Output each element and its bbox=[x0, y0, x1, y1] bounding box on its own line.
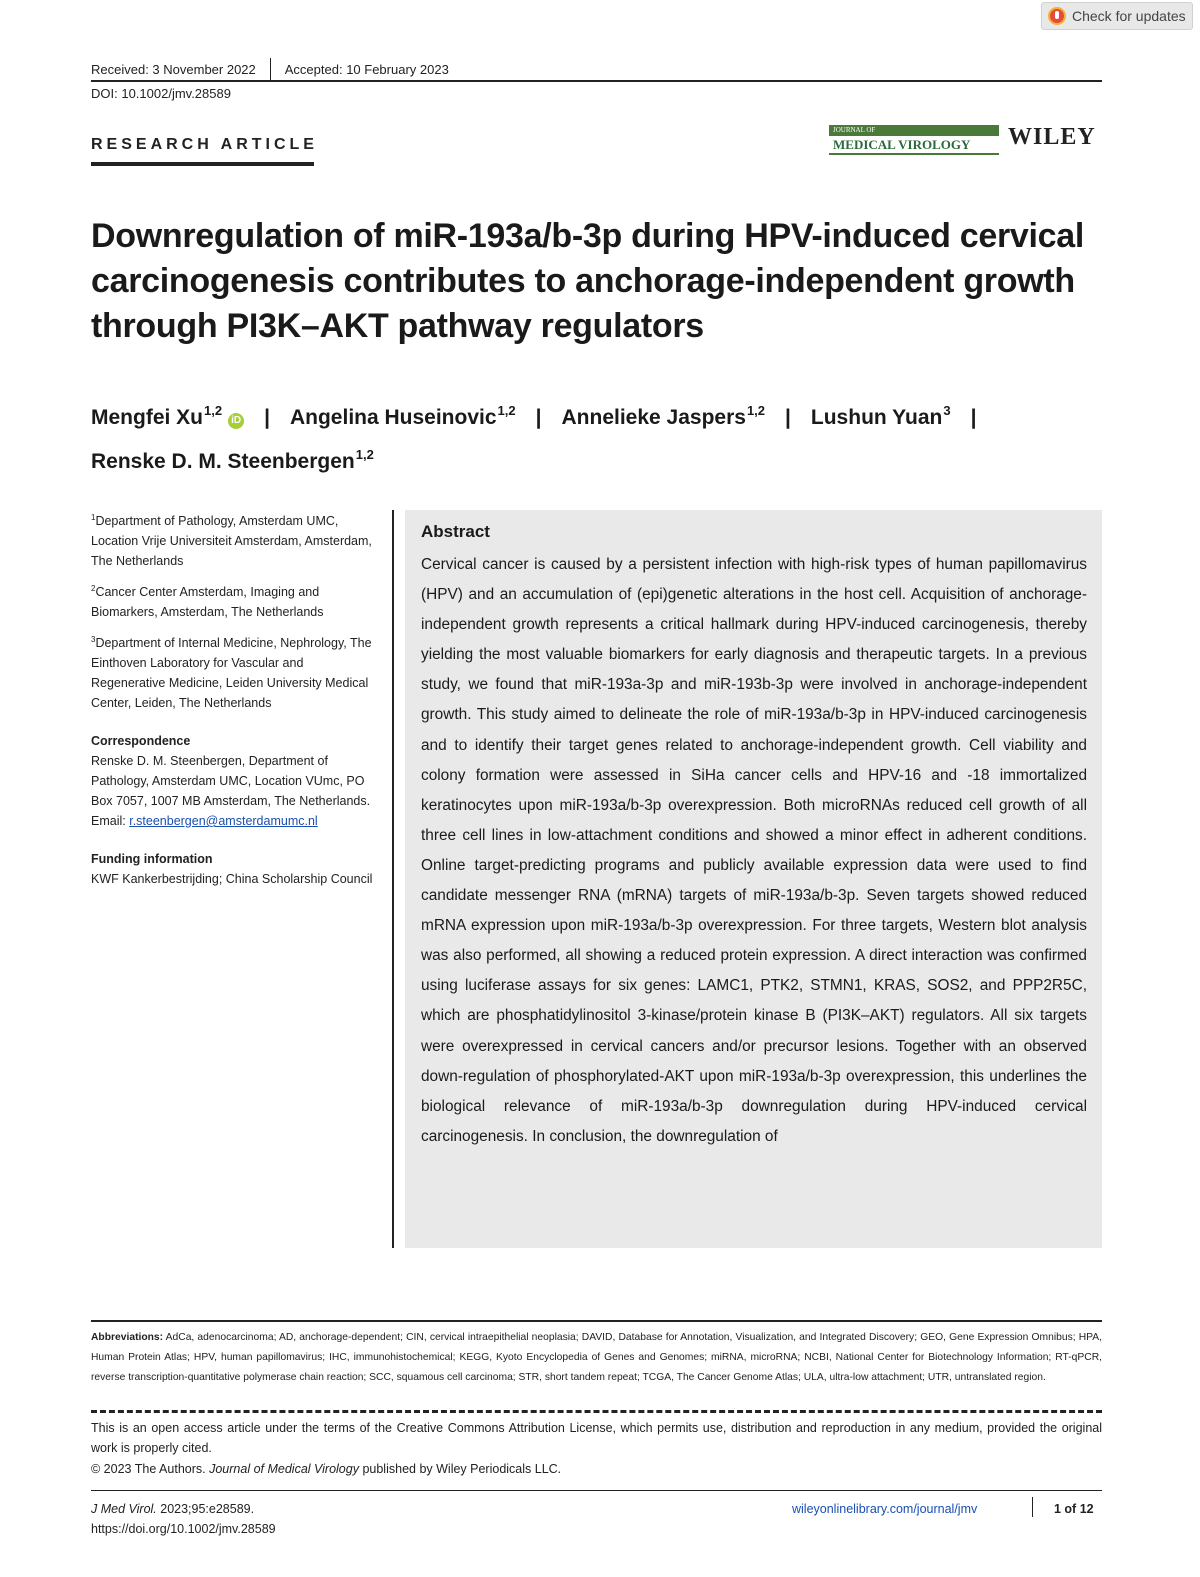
author-name[interactable]: Lushun Yuan bbox=[810, 406, 943, 429]
footnote-rule bbox=[91, 1320, 1102, 1322]
check-for-updates-button[interactable] bbox=[1041, 2, 1193, 30]
dashed-divider bbox=[91, 1410, 1102, 1413]
article-info-column bbox=[91, 508, 381, 889]
check-updates-icon bbox=[1048, 7, 1066, 25]
footer-rule bbox=[91, 1490, 1102, 1491]
doi: DOI: 10.1002/jmv.28589 bbox=[91, 86, 231, 101]
journal-logo-top: JOURNAL OF bbox=[829, 125, 999, 136]
page-number: 1 of 12 bbox=[1054, 1502, 1094, 1516]
author-affiliation-ref: 1,2 bbox=[497, 403, 516, 418]
correspondence-text: Renske D. M. Steenbergen, Department of Pathology, Amsterdam UMC, Location VUmc, PO Box 7057, 1007 MB Amsterdam, The Netherlands. bbox=[91, 754, 371, 808]
abbreviations: Abbreviations: AdCa, adenocarcinoma; AD, anchorage-dependent; CIN, cervical intraepithelial neoplasia; DAVID, Database for Annotation, Visualization, and Integrated Discovery; GEO, Gene Expression Omnibus; HPA, Human Protein Atlas; HPV, human papillomavirus; IHC, immunohistochemical; KEGG, Kyoto Encyclopedia of Genes and Genomes; miRNA, microRNA; NCBI, National Center for Biotechnology Information; RT-qPCR, reverse transcription-quantitative polymerase chain reaction; SCC, squamous cell carcinoma; STR, short tandem repeat; TCGA, The Cancer Genome Atlas; ULA, ultra-low attachment; UTR, untranslated region. bbox=[91, 1332, 1102, 1383]
journal-logo-rule bbox=[829, 153, 999, 155]
publisher-logo: WILEY bbox=[1008, 124, 1096, 150]
funding-heading: Funding information bbox=[91, 852, 213, 866]
copyright: © 2023 The Authors. Journal of Medical Virology published by Wiley Periodicals LLC. bbox=[91, 1462, 562, 1476]
dates-line bbox=[91, 58, 449, 80]
check-updates-label: Check for updates bbox=[1072, 8, 1186, 24]
citation: J Med Virol. 2023;95:e28589. bbox=[91, 1502, 255, 1516]
abstract-heading: Abstract bbox=[421, 522, 490, 541]
received-date: Received: 3 November 2022 bbox=[91, 61, 256, 77]
column-divider bbox=[392, 510, 394, 1248]
affiliation: $^1$Department of Pathology, Amsterdam UMC, Location Vrije Universiteit Amsterdam, Amsterdam, The Netherlands bbox=[91, 513, 372, 568]
author-name[interactable]: Mengfei Xu bbox=[91, 406, 204, 429]
accepted-date: Accepted: 10 February 2023 bbox=[284, 61, 449, 77]
section-label-rule bbox=[91, 162, 314, 166]
section-label: RESEARCH ARTICLE bbox=[91, 136, 318, 153]
author-affiliation-ref: 3 bbox=[943, 403, 951, 418]
correspondence-email: Email: r.steenbergen@amsterdamumc.nl bbox=[91, 814, 318, 828]
abstract-text: Cervical cancer is caused by a persistent infection with high-risk types of human papillomavirus (HPV) and an accumulation of (epi)genetic alterations in the host cell. Acquisition of anchorage-independent growth represents a critical hallmark during HPV-induced carcinogenesis, thereby yielding the most valuable biomarkers for early diagnosis and therapeutic targets. In a previous study, we found that miR-193a-3p and miR-193b-3p were involved in anchorage-independent growth. This study aimed to delineate the role of miR-193a/b-3p in HPV-induced carcinogenesis and to identify their target genes related to anchorage-independent growth. Cell viability and colony formation were assessed in SiHa cancer cells and HPV-16 and -18 immortalized keratinocytes upon miR-193a/b-3p overexpression. Both microRNAs reduced cell growth of all three cell lines in low-attachment conditions and showed a minor effect in adherent conditions. Online target-predicting programs and publicly available expression data were used to find candidate messenger RNA (mRNA) targets of miR-193a/b-3p. Seven targets showed reduced mRNA expression upon miR-193a/b-3p overexpression. For three targets, Western blot analysis was also performed, all showing a reduced protein expression. A direct interaction was confirmed using luciferase assays for six genes: LAMC1, PTK2, STMN1, KRAS, SOS2, and PPP2R5C, which are phosphatidylinositol 3-kinase/protein kinase B (PI3K–AKT) regulators. All six targets were overexpressed in cervical cancers and/or precursor lesions. Together with an observed down-regulation of phosphorylated-AKT upon miR-193a/b-3p overexpression, this underlines the biological relevance of miR-193a/b-3p downregulation during HPV-induced cervical carcinogenesis. In conclusion, the downregulation of bbox=[421, 556, 1087, 1145]
funding-text: KWF Kankerbestrijding; China Scholarship Council bbox=[91, 872, 373, 886]
author-name[interactable]: Annelieke Jaspers bbox=[561, 406, 746, 429]
email-link[interactable]: r.steenbergen@amsterdamumc.nl bbox=[129, 814, 318, 828]
correspondence-heading: Correspondence bbox=[91, 734, 191, 748]
page-separator bbox=[1032, 1497, 1033, 1517]
orcid-icon[interactable]: iD bbox=[228, 413, 244, 429]
header-rule bbox=[91, 80, 1102, 82]
author-affiliation-ref: 1,2 bbox=[204, 403, 223, 418]
affiliation: $^2$Cancer Center Amsterdam, Imaging and Biomarkers, Amsterdam, The Netherlands bbox=[91, 584, 324, 619]
affiliation: $^3$Department of Internal Medicine, Nephrology, The Einthoven Laboratory for Vascular and Regenerative Medicine, Leiden University Medical Center, Leiden, The Netherlands bbox=[91, 635, 372, 710]
author-affiliation-ref: 1,2 bbox=[355, 447, 374, 462]
author-name[interactable]: Angelina Huseinovic bbox=[289, 406, 497, 429]
journal-logo bbox=[829, 125, 999, 155]
dates-separator bbox=[270, 58, 271, 80]
author-affiliation-ref: 1,2 bbox=[746, 403, 766, 418]
journal-link[interactable]: wileyonlinelibrary.com/journal/jmv bbox=[792, 1502, 978, 1516]
doi-link[interactable]: https://doi.org/10.1002/jmv.28589 bbox=[91, 1522, 276, 1536]
author-list: Mengfei Xu$^{1,2}$iD | Angelina Huseinovic$^{1,2}$ | Annelieke Jaspers$^{1,2}$ | Lushun Yuan$^3$ | Renske D. M. Steenbergen$^{1,2}$ bbox=[91, 403, 977, 473]
article-title: Downregulation of miR-193a/b-3p during HPV-induced cervical carcinogenesis contributes to anchorage-independent growth through PI3K–AKT pathway regulators bbox=[91, 217, 1085, 345]
author-name[interactable]: Renske D. M. Steenbergen bbox=[91, 450, 355, 473]
journal-logo-main: MEDICAL VIROLOGY bbox=[833, 137, 971, 152]
license-text: This is an open access article under the terms of the Creative Commons Attribution License, which permits use, distribution and reproduction in any medium, provided the original work is properly cited. bbox=[91, 1421, 1102, 1455]
